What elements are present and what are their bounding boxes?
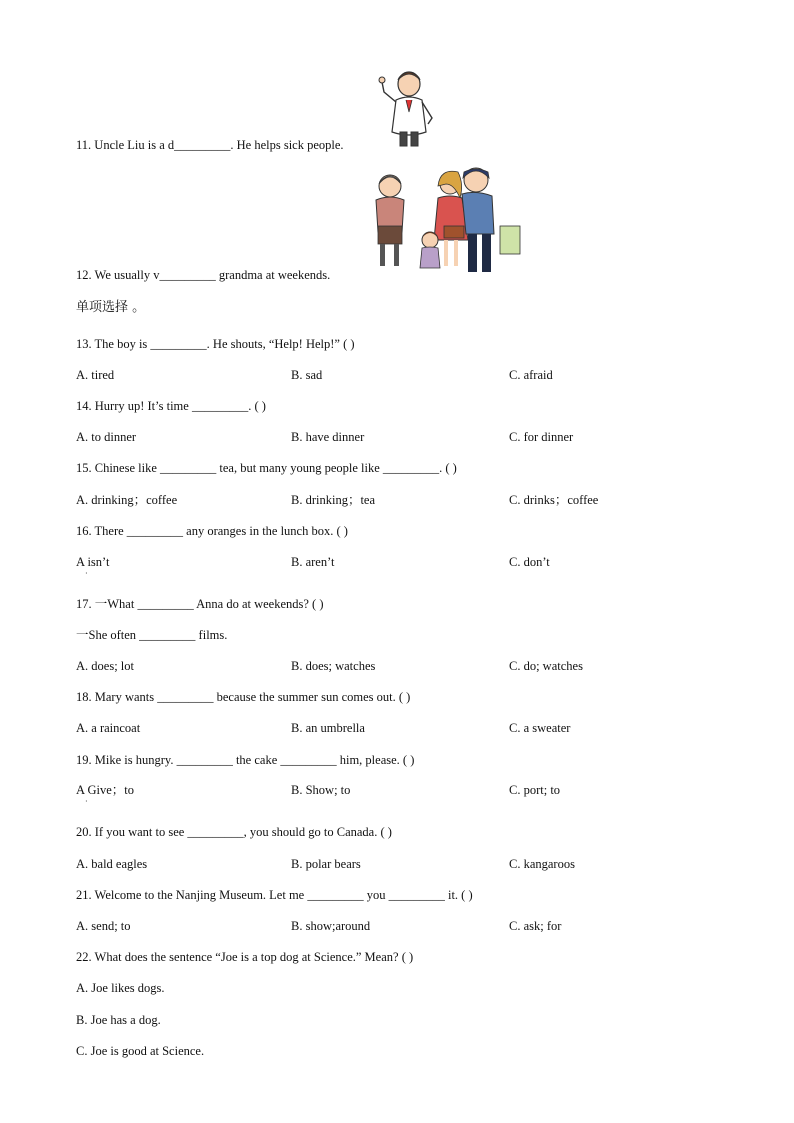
question-16-stem: 16. There _________ any oranges in the lunch box. ( ) bbox=[76, 524, 348, 538]
question-17-option-a: A. does; lot bbox=[76, 659, 134, 673]
question-15-option-c: C. drinks；coffee bbox=[509, 493, 599, 507]
option-dot-mark: · bbox=[85, 797, 88, 806]
question-17-option-c: C. do; watches bbox=[509, 659, 583, 673]
question-20-option-c: C. kangaroos bbox=[509, 857, 575, 871]
family-visiting-grandma-illustration bbox=[366, 166, 526, 278]
question-18-option-b: B. an umbrella bbox=[291, 721, 365, 735]
question-18-option-c: C. a sweater bbox=[509, 721, 571, 735]
question-19-option-a: A Give；to bbox=[76, 783, 134, 797]
question-22-option-a: A. Joe likes dogs. bbox=[76, 981, 165, 995]
question-15-stem: 15. Chinese like _________ tea, but many young people like _________. ( ) bbox=[76, 461, 457, 475]
question-22-option-c: C. Joe is good at Science. bbox=[76, 1044, 205, 1058]
question-17-stem-reply: 一She often _________ films. bbox=[76, 628, 228, 642]
question-17-stem: 17. 一What _________ Anna do at weekends? ( ) bbox=[76, 597, 324, 611]
doctor-illustration bbox=[378, 66, 440, 150]
question-18-option-a: A. a raincoat bbox=[76, 721, 141, 735]
question-20-option-b: B. polar bears bbox=[291, 857, 361, 871]
question-13-stem: 13. The boy is _________. He shouts, “Help! Help!” ( ) bbox=[76, 337, 355, 351]
question-22-option-b: B. Joe has a dog. bbox=[76, 1013, 161, 1027]
question-16-option-a: A isn’t bbox=[76, 555, 110, 569]
question-12: 12. We usually v_________ grandma at weekends. bbox=[76, 268, 331, 282]
question-16-option-c: C. don’t bbox=[509, 555, 550, 569]
question-13-option-c: C. afraid bbox=[509, 368, 553, 382]
question-19-stem: 19. Mike is hungry. _________ the cake _________ him, please. ( ) bbox=[76, 753, 415, 767]
question-20-stem: 20. If you want to see _________, you should go to Canada. ( ) bbox=[76, 825, 392, 839]
question-14-option-a: A. to dinner bbox=[76, 430, 137, 444]
question-13-option-a: A. tired bbox=[76, 368, 115, 382]
question-11: 11. Uncle Liu is a d_________. He helps sick people. bbox=[76, 138, 344, 152]
question-17-option-b: B. does; watches bbox=[291, 659, 376, 673]
question-15-option-b: B. drinking；tea bbox=[291, 493, 376, 507]
question-14-option-b: B. have dinner bbox=[291, 430, 365, 444]
question-15-option-a: A. drinking；coffee bbox=[76, 493, 178, 507]
question-14-option-c: C. for dinner bbox=[509, 430, 574, 444]
question-21-option-c: C. ask; for bbox=[509, 919, 562, 933]
question-14-stem: 14. Hurry up! It’s time _________. ( ) bbox=[76, 399, 266, 413]
question-22-stem: 22. What does the sentence “Joe is a top dog at Science.” Mean? ( ) bbox=[76, 950, 414, 964]
question-21-option-a: A. send; to bbox=[76, 919, 131, 933]
question-20-option-a: A. bald eagles bbox=[76, 857, 148, 871]
option-dot-mark: · bbox=[85, 569, 88, 578]
question-13-option-b: B. sad bbox=[291, 368, 323, 382]
question-19-option-c: C. port; to bbox=[509, 783, 561, 797]
question-16-option-b: B. aren’t bbox=[291, 555, 335, 569]
question-21-stem: 21. Welcome to the Nanjing Museum. Let me _________ you _________ it. ( ) bbox=[76, 888, 473, 902]
question-18-stem: 18. Mary wants _________ because the summer sun comes out. ( ) bbox=[76, 690, 411, 704]
question-19-option-b: B. Show; to bbox=[291, 783, 351, 797]
question-21-option-b: B. show;around bbox=[291, 919, 371, 933]
section-title: 单项选择 。 bbox=[76, 300, 146, 315]
